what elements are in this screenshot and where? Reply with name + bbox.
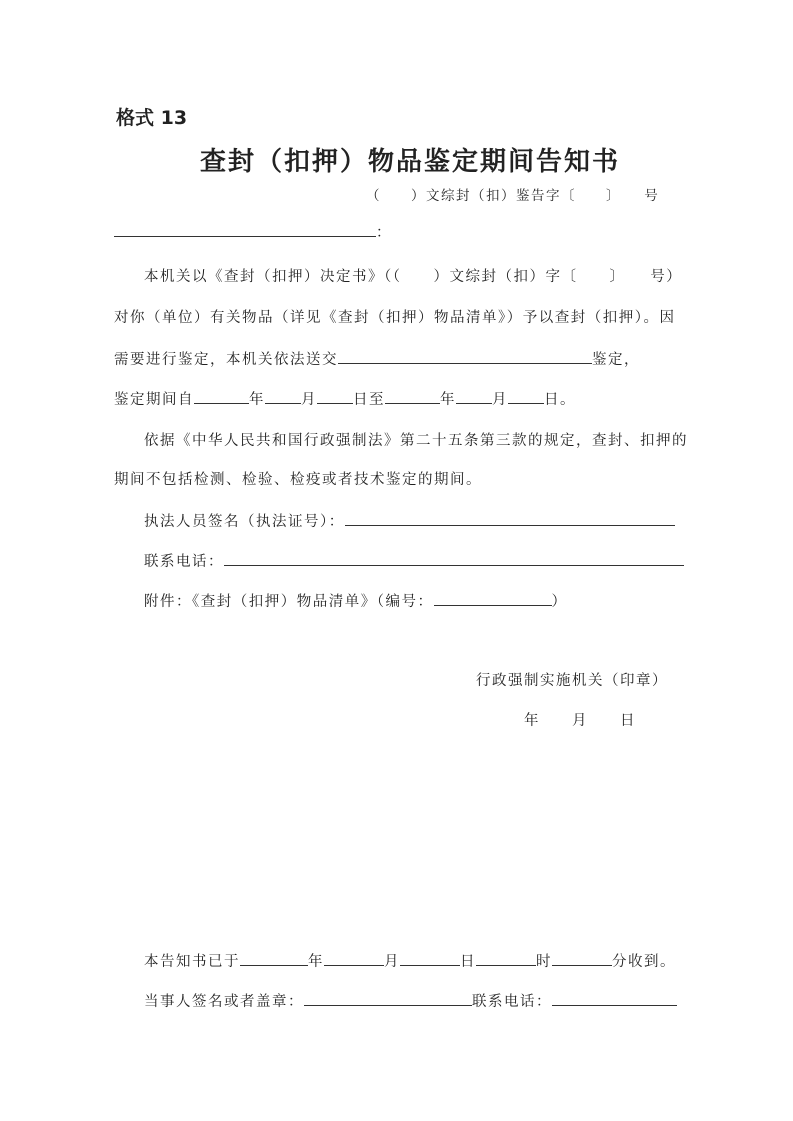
format-label: 格式 13: [116, 107, 188, 129]
party-phone-field[interactable]: [552, 991, 677, 1006]
receipt-month[interactable]: [324, 951, 384, 966]
text: 日: [460, 954, 476, 970]
text: 日至: [353, 392, 385, 408]
from-month[interactable]: [265, 389, 301, 404]
officer-label: 执法人员签名（执法证号）：: [144, 514, 345, 530]
para1-line2: 对你（单位）有关物品（详见《查封（扣押）物品清单》）予以查封（扣押）。因: [114, 310, 676, 326]
text: 需要进行鉴定，本机关依法送交: [114, 352, 338, 368]
from-day[interactable]: [317, 389, 353, 404]
phone-field[interactable]: [224, 551, 684, 566]
para2-line1: 依据《中华人民共和国行政强制法》第二十五条第三款的规定，查封、扣押的: [144, 433, 688, 449]
text: 日。: [544, 392, 576, 408]
para1-line1: 本机关以《查封（扣押）决定书》（（ ）文综封（扣）字〔 〕 号）: [144, 269, 683, 285]
lab-field[interactable]: [338, 349, 592, 364]
text: 时: [536, 954, 552, 970]
addressee-line[interactable]: [114, 222, 392, 243]
officer-field[interactable]: [345, 511, 675, 526]
from-year[interactable]: [194, 389, 249, 404]
receipt-year[interactable]: [240, 951, 308, 966]
phone-row: [144, 551, 684, 572]
colon: ：: [376, 225, 392, 241]
period-line: [114, 389, 576, 410]
para1-line3: [114, 349, 640, 370]
attachment-row: [144, 591, 568, 612]
agency-seal: 行政强制实施机关（印章）: [476, 673, 668, 689]
document-title: 查封（扣押）物品鉴定期间告知书: [200, 147, 621, 177]
text: 鉴定期间自: [114, 392, 194, 408]
issue-date: 年 月 日: [524, 713, 636, 729]
party-signature-field[interactable]: [304, 991, 472, 1006]
party-label: 当事人签名或者盖章：: [144, 994, 304, 1010]
receipt-day[interactable]: [400, 951, 460, 966]
attachment-number-field[interactable]: [434, 591, 552, 606]
attachment-label: 附件：《查封（扣押）物品清单》（编号：: [144, 594, 434, 610]
text: 本告知书已于: [144, 954, 240, 970]
phone-label: 联系电话：: [144, 554, 224, 570]
party-row: [144, 991, 677, 1012]
officer-row: [144, 511, 675, 532]
text: 年: [440, 392, 456, 408]
to-day[interactable]: [508, 389, 544, 404]
text: 鉴定，: [592, 352, 640, 368]
text: 月: [384, 954, 400, 970]
text: ）: [551, 594, 568, 610]
party-phone-label: 联系电话：: [472, 994, 552, 1010]
receipt-hour[interactable]: [476, 951, 536, 966]
para2-line2: 期间不包括检测、检验、检疫或者技术鉴定的期间。: [114, 472, 482, 488]
receipt-row: [144, 951, 676, 972]
text: 年: [249, 392, 265, 408]
text: 分收到。: [612, 954, 676, 970]
text: 月: [492, 392, 508, 408]
text: 年: [308, 954, 324, 970]
to-year[interactable]: [385, 389, 440, 404]
receipt-minute[interactable]: [552, 951, 612, 966]
to-month[interactable]: [456, 389, 492, 404]
text: 月: [301, 392, 317, 408]
document-number: （ ）文综封（扣）鉴告字〔 〕 号: [366, 188, 660, 204]
